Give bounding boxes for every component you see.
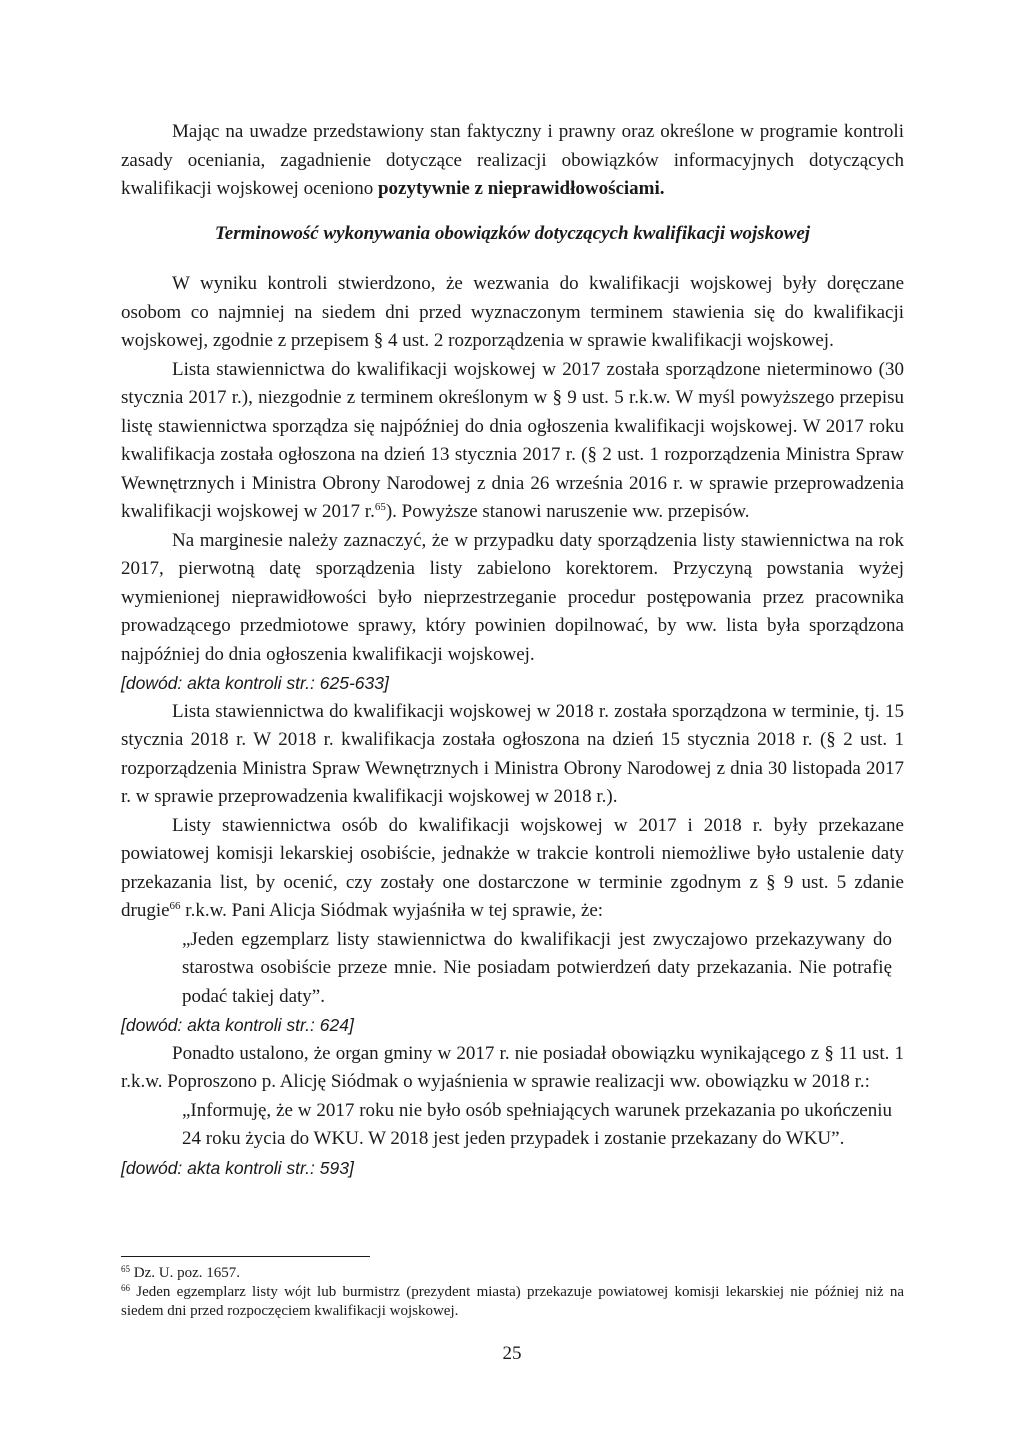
footnote-separator bbox=[121, 1256, 370, 1257]
footnote-text: Jeden egzemplarz listy wójt lub burmistrz (prezydent miasta) przekazuje powiatowej komisji lekarskiej nie później niż na siedem dni przed rozpoczęciem kwalifikacji wojskowej. bbox=[121, 1284, 904, 1319]
paragraph-2-tail: ). Powyższe stanowi naruszenie ww. przepisów. bbox=[385, 501, 750, 522]
paragraph-2-text: Lista stawiennictwa do kwalifikacji wojskowej w 2017 została sporządzone nieterminowo (30 stycznia 2017 r.), niezgodnie z terminem określonym w § 9 ust. 5 r.k.w. W myśl powyższego przepisu listę stawiennictwa sporządza się najpóźniej do dnia ogłoszenia kwalifikacji wojskowej. W 2017 roku kwalifikacja została ogłoszona na dzień 13 stycznia 2017 r. (§ 2 ust. 1 rozporządzenia Ministra Spraw Wewnętrznych i Ministra Obrony Narodowej z dnia 26 września 2016 r. w sprawie przeprowadzenia kwalifikacji wojskowej w 2017 r. bbox=[121, 358, 904, 522]
footnote-text: Dz. U. poz. 1657. bbox=[130, 1265, 240, 1281]
footnote-number: 66 bbox=[121, 1283, 130, 1293]
section-heading: Terminowość wykonywania obowiązków dotyczących kwalifikacji wojskowej bbox=[214, 222, 811, 244]
evidence-ref-2: [dowód: akta kontroli str.: 624] bbox=[121, 1015, 354, 1035]
footnotes bbox=[121, 1264, 904, 1321]
intro-paragraph bbox=[121, 118, 904, 204]
evidence-ref-3: [dowód: akta kontroli str.: 593] bbox=[121, 1157, 354, 1178]
page-body bbox=[121, 118, 904, 1182]
paragraph-3: Na marginesie należy zaznaczyć, że w przypadku daty sporządzenia listy stawiennictwa na rok 2017, pierwotną datę sporządzenia listy zabielono korektorem. Przyczyną powstania wyżej wymienionej nieprawidłowości było nieprzestrzeganie procedur postępowania przez pracownika prowadzącego przedmiotowe sprawy, który powinien dopilnować, by ww. lista była sporządzona najpóźniej do dnia ogłoszenia kwalifikacji wojskowej. bbox=[121, 529, 904, 665]
quote-2: „Informuję, że w 2017 roku nie było osób spełniających warunek przekazania po ukończeniu 24 roku życia do WKU. W 2018 jest jeden przypadek i zostanie przekazany do WKU”. bbox=[182, 1099, 892, 1149]
paragraph-1: W wyniku kontroli stwierdzono, że wezwania do kwalifikacji wojskowej były doręczane osobom co najmniej na siedem dni przed wyznaczonym terminem stawienia się do kwalifikacji wojskowej, zgodnie z przepisem § 4 ust. 2 rozporządzenia w sprawie kwalifikacji wojskowej. bbox=[121, 273, 904, 351]
intro-text: Mając na uwadze przedstawiony stan faktyczny i prawny oraz określone w programie kontroli zasady oceniania, zagadnienie dotyczące realizacji obowiązków informacyjnych dotyczących kwalifikacji wojskowej oceniono bbox=[121, 121, 904, 199]
evidence-ref-1: [dowód: akta kontroli str.: 625-633] bbox=[121, 673, 389, 693]
paragraph-4: Lista stawiennictwa do kwalifikacji wojskowej w 2018 r. została sporządzona w terminie, tj. 15 stycznia 2018 r. W 2018 r. kwalifikacja została ogłoszona na dzień 15 stycznia 2018 r. (§ 2 ust. 1 rozporządzenia Ministra Spraw Wewnętrznych i Ministra Obrony Narodowej z dnia 30 listopada 2017 r. w sprawie przeprowadzenia kwalifikacji wojskowej w 2018 r.). bbox=[121, 700, 904, 807]
paragraph-6: Ponadto ustalono, że organ gminy w 2017 r. nie posiadał obowiązku wynikającego z § 11 ust. 1 r.k.w. Poproszono p. Alicję Siódmak o wyjaśnienia w sprawie realizacji ww. obowiązku w 2018 r.: bbox=[121, 1042, 904, 1092]
footnote-65 bbox=[121, 1264, 904, 1283]
intro-conclusion: pozytywnie z nieprawidłowościami. bbox=[377, 178, 665, 199]
page-number: 25 bbox=[502, 1343, 522, 1364]
footnote-ref-65[interactable]: 65 bbox=[374, 501, 386, 513]
footnote-66 bbox=[121, 1283, 904, 1321]
footnote-number: 65 bbox=[121, 1264, 130, 1274]
paragraph-5 bbox=[121, 812, 904, 926]
paragraph-5-tail: r.k.w. Pani Alicja Siódmak wyjaśniła w tej sprawie, że: bbox=[180, 900, 604, 921]
paragraph-5-text: Listy stawiennictwa osób do kwalifikacji wojskowej w 2017 i 2018 r. były przekazane powiatowej komisji lekarskiej osobiście, jednakże w trakcie kontroli niemożliwe było ustalenie daty przekazania list, by ocenić, czy zostały one dostarczone w terminie zgodnym z § 9 ust. 5 zdanie drugie bbox=[121, 814, 904, 921]
paragraph-2 bbox=[121, 356, 904, 527]
footnote-ref-66[interactable]: 66 bbox=[169, 900, 181, 912]
quote-1: „Jeden egzemplarz listy stawiennictwa do kwalifikacji jest zwyczajowo przekazywany do starostwa osobiście przeze mnie. Nie posiadam potwierdzeń daty przekazania. Nie potrafię podać takiej daty”. bbox=[182, 928, 892, 1007]
